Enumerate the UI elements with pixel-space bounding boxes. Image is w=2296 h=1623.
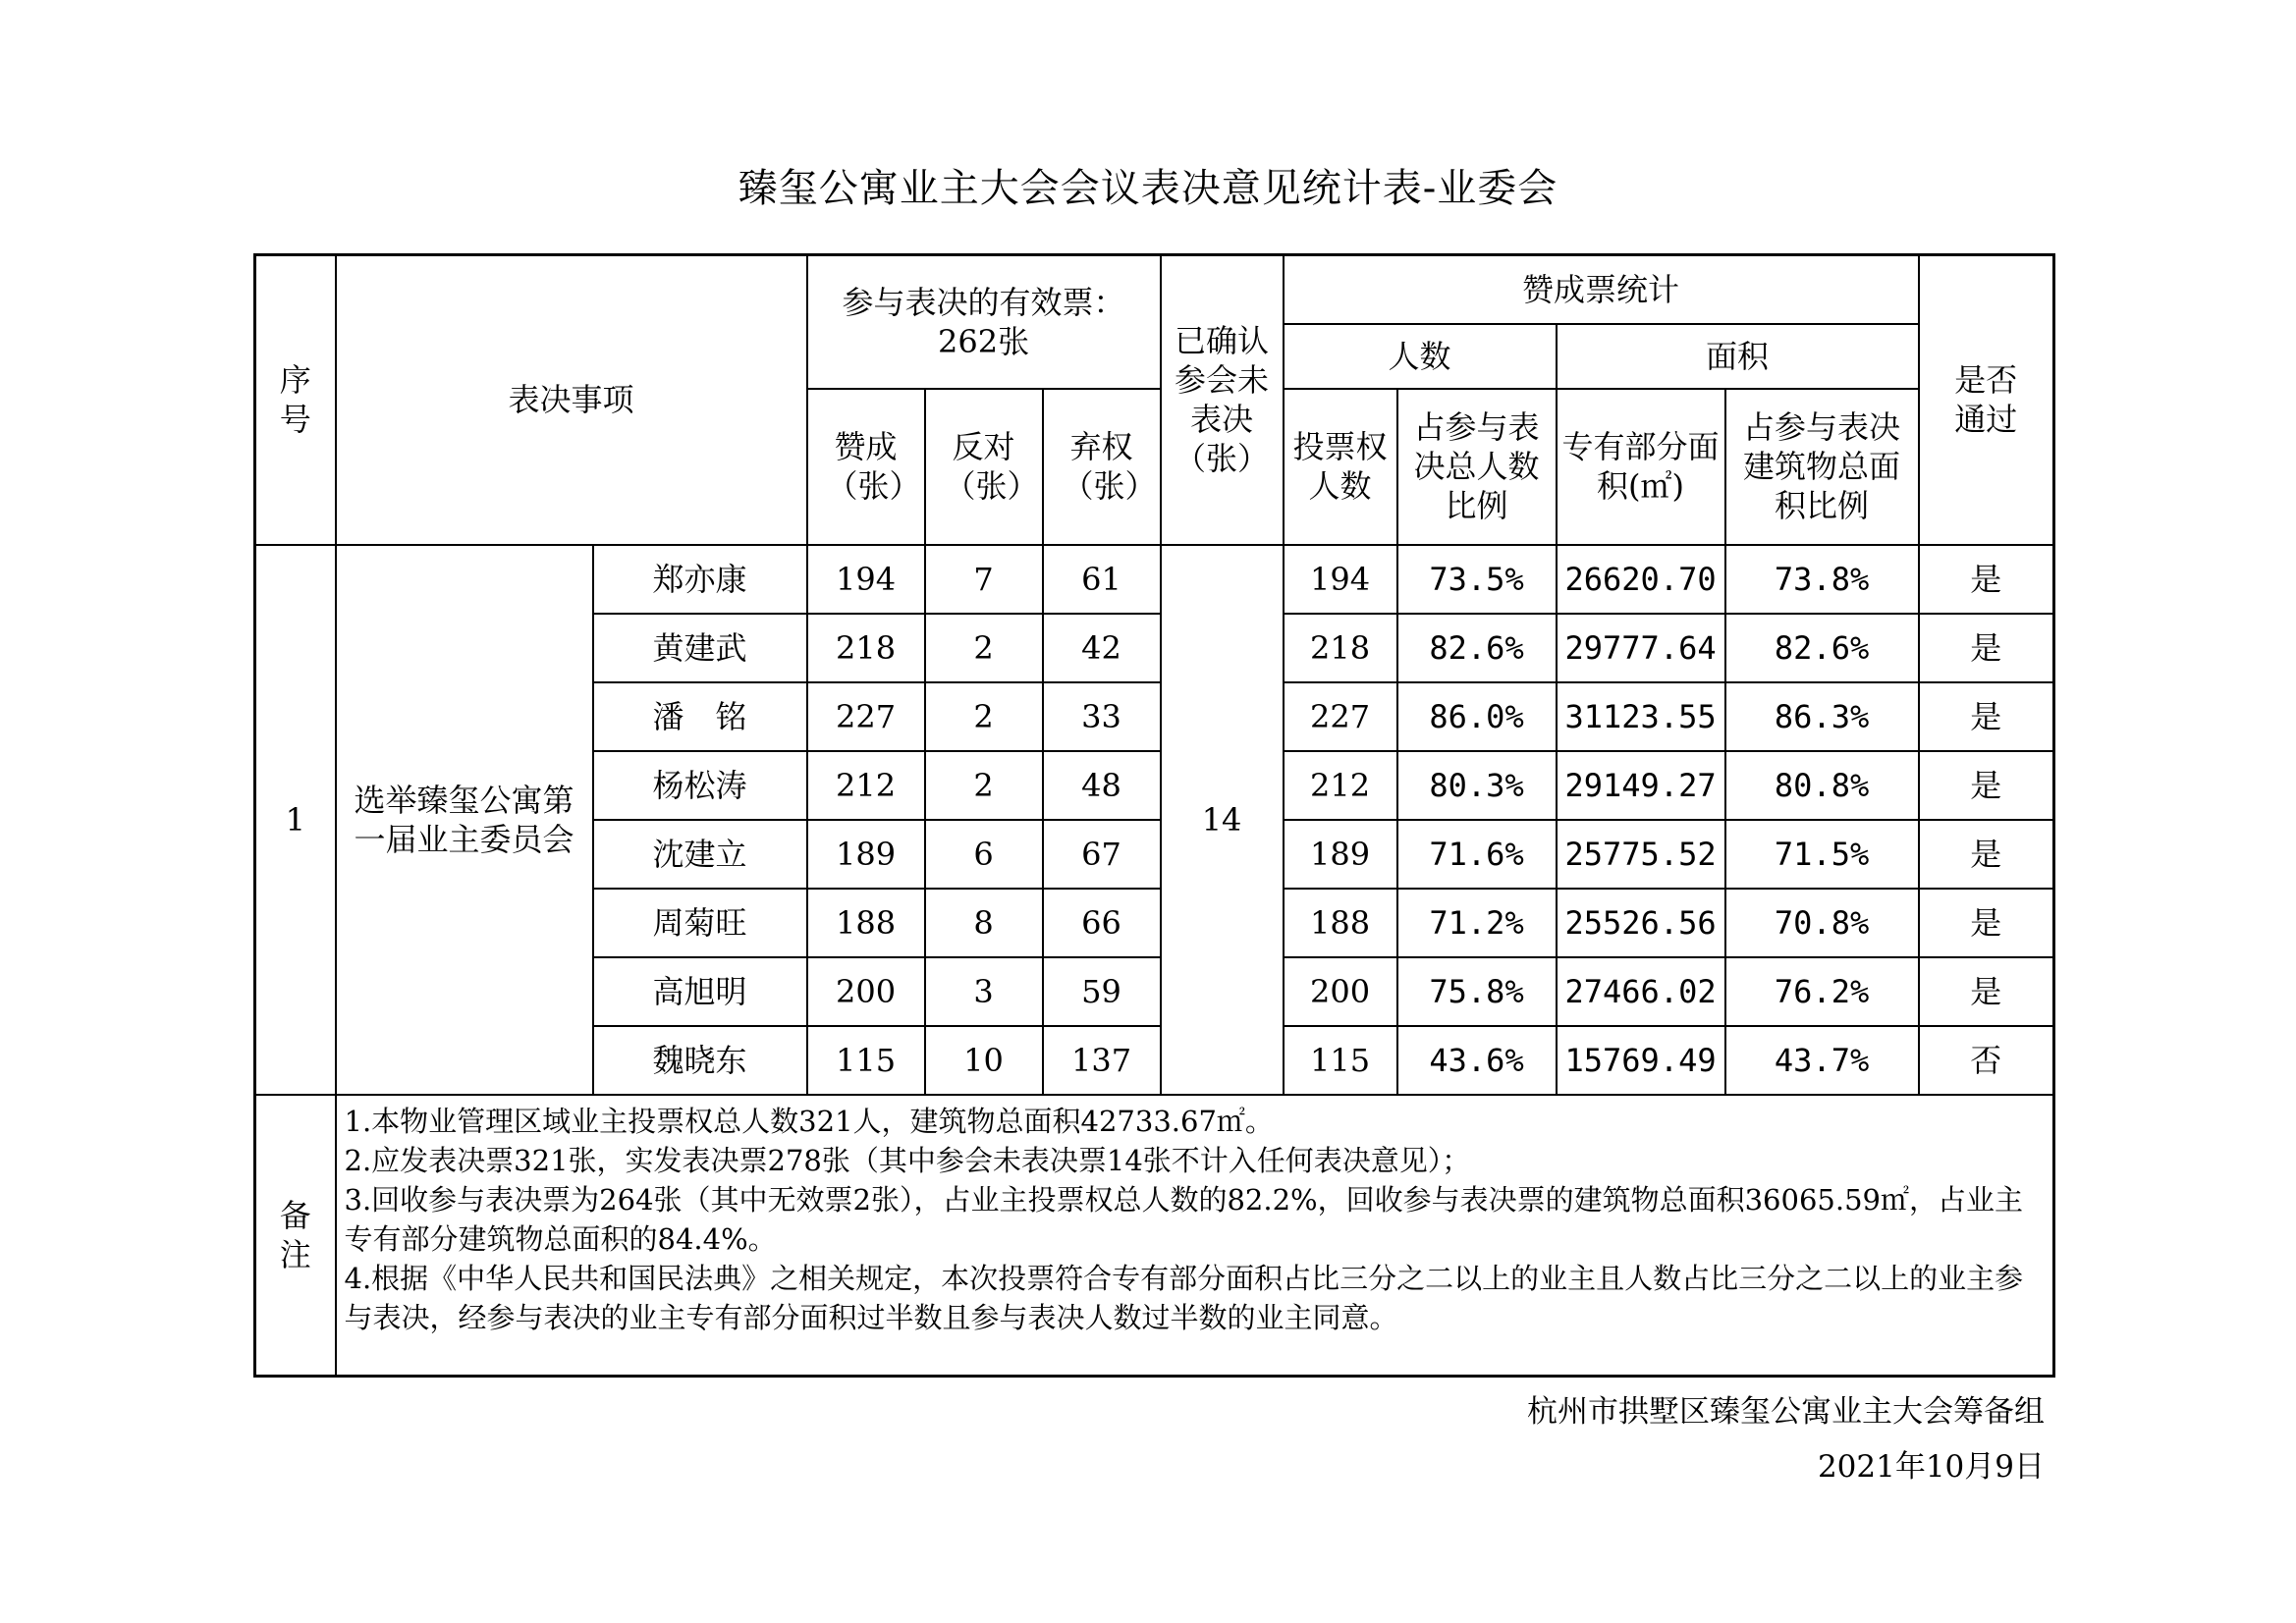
exclusive-area: 29777.64 (1557, 614, 1725, 682)
header-seq: 序号 (255, 255, 336, 545)
footer-organization: 杭州市拱墅区臻玺公寓业主大会筹备组 (1527, 1394, 2045, 1430)
notes-label: 备注 (255, 1095, 336, 1377)
exclusive-area: 15769.49 (1557, 1026, 1725, 1095)
exclusive-area: 26620.70 (1557, 545, 1725, 614)
candidate-name: 潘 铭 (593, 682, 807, 751)
approve-count: 227 (807, 682, 925, 751)
candidate-name: 高旭明 (593, 957, 807, 1026)
header-item: 表决事项 (336, 255, 807, 545)
abstain-count: 61 (1043, 545, 1161, 614)
exclusive-area: 25526.56 (1557, 889, 1725, 957)
oppose-count: 2 (925, 682, 1043, 751)
note-item: 1.本物业管理区域业主投票权总人数321人，建筑物总面积42733.67㎡。 (344, 1104, 1274, 1138)
abstain-count: 66 (1043, 889, 1161, 957)
footer-date: 2021年10月9日 (1817, 1449, 2045, 1485)
approve-count: 188 (807, 889, 925, 957)
header-valid-votes: 参与表决的有效票：262张 (807, 255, 1161, 389)
header-passed: 是否通过 (1919, 255, 2054, 545)
area-ratio: 76.2% (1725, 957, 1919, 1026)
header-oppose: 反对（张） (925, 389, 1043, 545)
area-ratio: 73.8% (1725, 545, 1919, 614)
table-row (255, 545, 2054, 614)
abstain-count: 33 (1043, 682, 1161, 751)
abstain-count: 137 (1043, 1026, 1161, 1095)
exclusive-area: 27466.02 (1557, 957, 1725, 1026)
area-ratio: 70.8% (1725, 889, 1919, 957)
oppose-count: 2 (925, 751, 1043, 820)
exclusive-area: 25775.52 (1557, 820, 1725, 889)
candidate-name: 魏晓东 (593, 1026, 807, 1095)
area-ratio: 80.8% (1725, 751, 1919, 820)
oppose-count: 6 (925, 820, 1043, 889)
oppose-count: 3 (925, 957, 1043, 1026)
oppose-count: 10 (925, 1026, 1043, 1095)
header-confirmed-absent: 已确认参会未表决（张） (1161, 255, 1284, 545)
approve-count: 212 (807, 751, 925, 820)
people-ratio: 86.0% (1397, 682, 1557, 751)
voter-count: 218 (1284, 614, 1397, 682)
passed-value: 否 (1919, 1026, 2054, 1095)
voter-count: 212 (1284, 751, 1397, 820)
note-item: 3.回收参与表决票为264张（其中无效票2张），占业主投票权总人数的82.2%，回收参与表决票的建筑物总面积36065.59㎡，占业主专有部分建筑物总面积的84.4%。 (344, 1182, 2023, 1256)
passed-value: 是 (1919, 957, 2054, 1026)
header-people-ratio: 占参与表决总人数比例 (1397, 389, 1557, 545)
people-ratio: 43.6% (1397, 1026, 1557, 1095)
seq-value: 1 (255, 545, 336, 1095)
header-approve-stats: 赞成票统计 (1284, 255, 1919, 324)
notes-row (255, 1095, 2054, 1377)
approve-count: 115 (807, 1026, 925, 1095)
voter-count: 115 (1284, 1026, 1397, 1095)
header-abstain: 弃权（张） (1043, 389, 1161, 545)
voter-count: 194 (1284, 545, 1397, 614)
people-ratio: 75.8% (1397, 957, 1557, 1026)
voter-count: 189 (1284, 820, 1397, 889)
candidate-name: 沈建立 (593, 820, 807, 889)
voter-count: 200 (1284, 957, 1397, 1026)
passed-value: 是 (1919, 751, 2054, 820)
people-ratio: 82.6% (1397, 614, 1557, 682)
passed-value: 是 (1919, 614, 2054, 682)
people-ratio: 73.5% (1397, 545, 1557, 614)
passed-value: 是 (1919, 820, 2054, 889)
exclusive-area: 31123.55 (1557, 682, 1725, 751)
candidate-name: 黄建武 (593, 614, 807, 682)
notes-content (336, 1095, 2054, 1377)
exclusive-area: 29149.27 (1557, 751, 1725, 820)
header-people: 人数 (1284, 324, 1557, 389)
candidate-name: 郑亦康 (593, 545, 807, 614)
abstain-count: 48 (1043, 751, 1161, 820)
page-title: 臻玺公寓业主大会会议表决意见统计表-业委会 (738, 166, 1558, 211)
voter-count: 227 (1284, 682, 1397, 751)
passed-value: 是 (1919, 889, 2054, 957)
passed-value: 是 (1919, 545, 2054, 614)
header-area: 面积 (1557, 324, 1919, 389)
people-ratio: 71.2% (1397, 889, 1557, 957)
absent-value: 14 (1161, 545, 1284, 1095)
area-ratio: 43.7% (1725, 1026, 1919, 1095)
item-text: 选举臻玺公寓第一届业主委员会 (336, 545, 593, 1095)
note-item: 2.应发表决票321张，实发表决票278张（其中参会未表决票14张不计入任何表决意见）； (344, 1143, 1471, 1177)
people-ratio: 71.6% (1397, 820, 1557, 889)
candidate-name: 周菊旺 (593, 889, 807, 957)
oppose-count: 2 (925, 614, 1043, 682)
oppose-count: 7 (925, 545, 1043, 614)
area-ratio: 71.5% (1725, 820, 1919, 889)
header-approve: 赞成（张） (807, 389, 925, 545)
passed-value: 是 (1919, 682, 2054, 751)
abstain-count: 67 (1043, 820, 1161, 889)
approve-count: 200 (807, 957, 925, 1026)
people-ratio: 80.3% (1397, 751, 1557, 820)
header-exclusive-area: 专有部分面积(㎡) (1557, 389, 1725, 545)
oppose-count: 8 (925, 889, 1043, 957)
note-item: 4.根据《中华人民共和国民法典》之相关规定，本次投票符合专有部分面积占比三分之二以上的业主且人数占比三分之二以上的业主参与表决，经参与表决的业主专有部分面积过半数且参与表决人数过半数的业主同意。 (344, 1261, 2024, 1334)
voter-count: 188 (1284, 889, 1397, 957)
header-voter-count: 投票权人数 (1284, 389, 1397, 545)
abstain-count: 59 (1043, 957, 1161, 1026)
header-area-ratio: 占参与表决建筑物总面积比例 (1725, 389, 1919, 545)
vote-statistics-table (253, 253, 2055, 1378)
area-ratio: 86.3% (1725, 682, 1919, 751)
approve-count: 194 (807, 545, 925, 614)
area-ratio: 82.6% (1725, 614, 1919, 682)
approve-count: 218 (807, 614, 925, 682)
approve-count: 189 (807, 820, 925, 889)
abstain-count: 42 (1043, 614, 1161, 682)
candidate-name: 杨松涛 (593, 751, 807, 820)
